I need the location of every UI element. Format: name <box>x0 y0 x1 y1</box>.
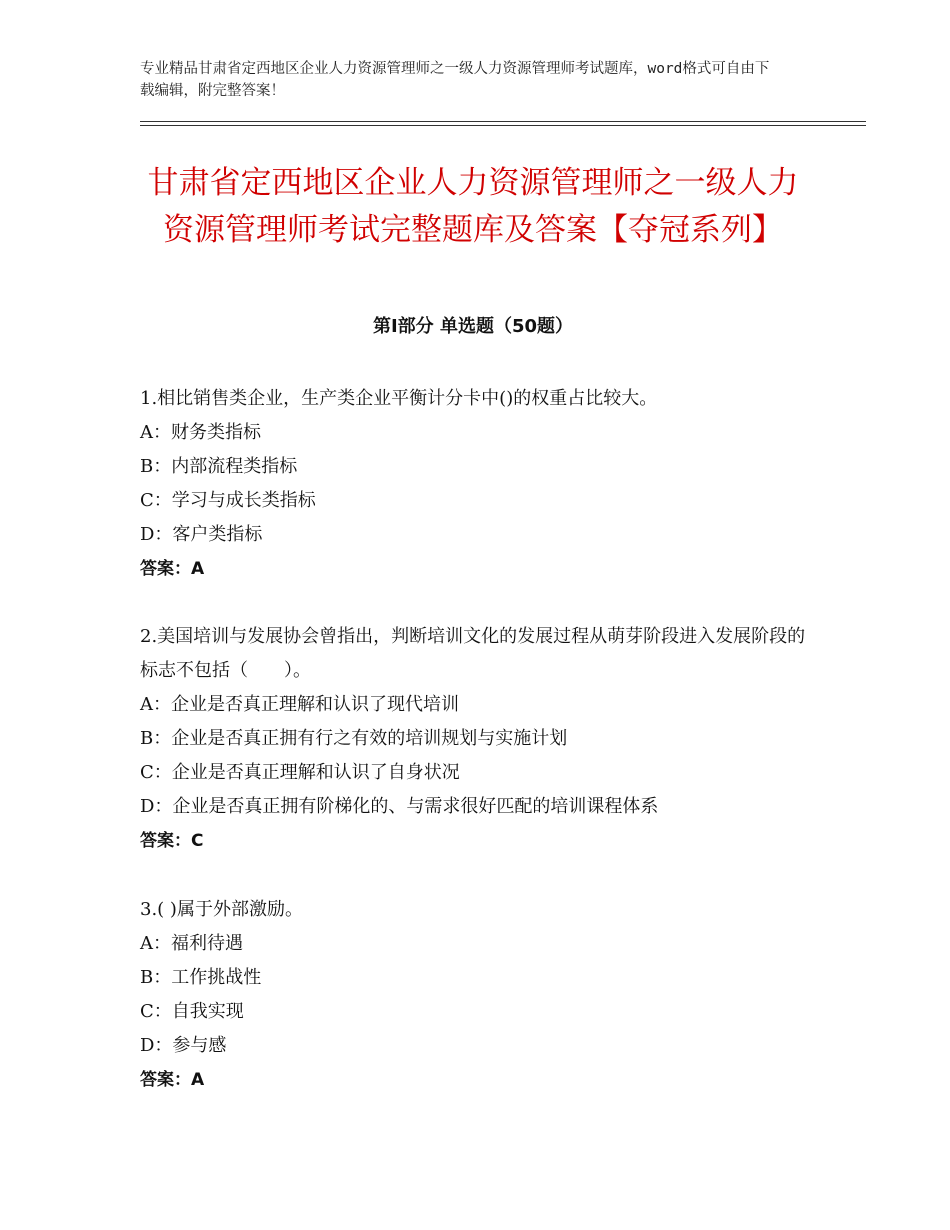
answer: 答案：A <box>140 1070 205 1090</box>
header-divider <box>140 121 866 126</box>
answer: 答案：C <box>140 831 204 851</box>
option-a: A：企业是否真正理解和认识了现代培训 <box>140 694 459 715</box>
option-d: D：企业是否真正拥有阶梯化的、与需求很好匹配的培训课程体系 <box>140 796 659 817</box>
question-stem: 1.相比销售类企业，生产类企业平衡计分卡中()的权重占比较大。 <box>140 388 658 409</box>
header-note: 专业精品甘肃省定西地区企业人力资源管理师之一级人力资源管理师考试题库，word格式可自由下载编辑，附完整答案！ <box>140 61 770 99</box>
option-c: C：企业是否真正理解和认识了自身状况 <box>140 762 460 783</box>
section-title: 第Ⅰ部分 单选题（50题） <box>372 316 573 337</box>
question-block <box>140 893 820 1097</box>
option-d: D：客户类指标 <box>140 524 263 545</box>
question-stem: 3.( )属于外部激励。 <box>140 899 303 920</box>
option-b: B：内部流程类指标 <box>140 456 298 477</box>
answer: 答案：A <box>140 559 205 579</box>
question-block <box>140 620 820 858</box>
option-c: C：自我实现 <box>140 1001 244 1022</box>
document-title: 甘肃省定西地区企业人力资源管理师之一级人力资源管理师考试完整题库及答案【夺冠系列】 <box>147 165 799 248</box>
question-stem: 2.美国培训与发展协会曾指出，判断培训文化的发展过程从萌芽阶段进入发展阶段的标志不包括（ ）。 <box>140 626 806 681</box>
option-c: C：学习与成长类指标 <box>140 490 316 511</box>
option-d: D：参与感 <box>140 1035 227 1056</box>
option-b: B：工作挑战性 <box>140 967 262 988</box>
option-b: B：企业是否真正拥有行之有效的培训规划与实施计划 <box>140 728 568 749</box>
question-block <box>140 382 820 586</box>
option-a: A：福利待遇 <box>140 933 243 954</box>
option-a: A：财务类指标 <box>140 422 261 443</box>
